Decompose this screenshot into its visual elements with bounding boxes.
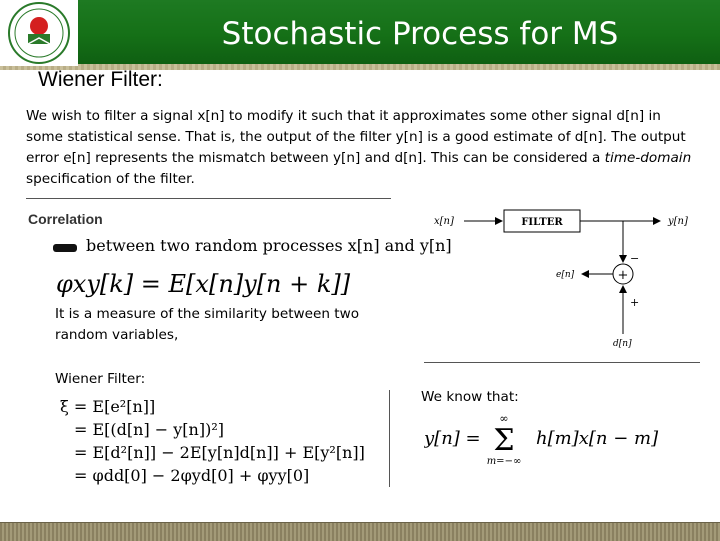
footer-band: [0, 522, 720, 541]
wiener-line-4: = φdd[0] − 2φyd[0] + φyy[0]: [74, 466, 310, 485]
diagram-input-label: x[n]: [434, 216, 454, 227]
filter-box-label: FILTER: [521, 217, 563, 228]
wiener-label: Wiener Filter:: [55, 371, 146, 387]
wiener-line-2: = E[(d[n] − y[n])²]: [74, 420, 224, 439]
intro-text-1: We wish to filter a signal x[n] to modify it such that it approximates some other signal d[n] in some statistical sense. That is, the output of the filter y[n] is a good estimate of d[n]. The output error e[n] represents the mismatch between y[n] and d[n]. This can be considered a: [26, 108, 686, 166]
equation-lhs: y[n] =: [424, 428, 481, 449]
sum-upper-limit: ∞: [499, 412, 509, 425]
convolution-equation: [424, 412, 664, 467]
divider-right: [424, 362, 700, 363]
divider-top: [26, 198, 391, 199]
equation-rhs: h[m]x[n − m]: [536, 428, 659, 449]
filter-diagram: [420, 200, 710, 355]
correlation-title: Correlation: [28, 211, 103, 227]
diagram-plus: +: [630, 296, 640, 309]
know-label: We know that:: [421, 389, 519, 405]
diagram-output-label: y[n]: [668, 216, 688, 227]
bullet-marker: [53, 244, 77, 252]
measure-text: It is a measure of the similarity between two random variables,: [55, 306, 360, 343]
intro-text-2: specification of the filter.: [26, 171, 195, 187]
section-title: Wiener Filter:: [38, 68, 163, 91]
wiener-equations: [60, 395, 365, 487]
summing-sign: +: [617, 268, 629, 283]
correlation-line: between two random processes x[n] and y[n]: [86, 236, 452, 255]
diagram-desired-label: d[n]: [613, 339, 632, 349]
diagram-minus: −: [630, 252, 640, 265]
logo: [0, 0, 78, 66]
sum-lower-limit: m=−∞: [486, 456, 522, 467]
sum-symbol: Σ: [493, 423, 515, 458]
wiener-line-1: ξ = E[e²[n]]: [60, 397, 156, 416]
page-title: Stochastic Process for MS: [221, 16, 619, 52]
intro-emphasis: time-domain: [604, 150, 692, 166]
divider-vertical: [389, 390, 390, 487]
intro-paragraph: [26, 106, 698, 190]
wiener-line-3: = E[d²[n]] − 2E[y[n]d[n]] + E[y²[n]]: [74, 443, 365, 462]
diagram-error-label: e[n]: [556, 270, 575, 280]
logo-seal: [0, 0, 78, 66]
correlation-equation: φxy[k] = E[x[n]y[n + k]]: [56, 270, 351, 298]
